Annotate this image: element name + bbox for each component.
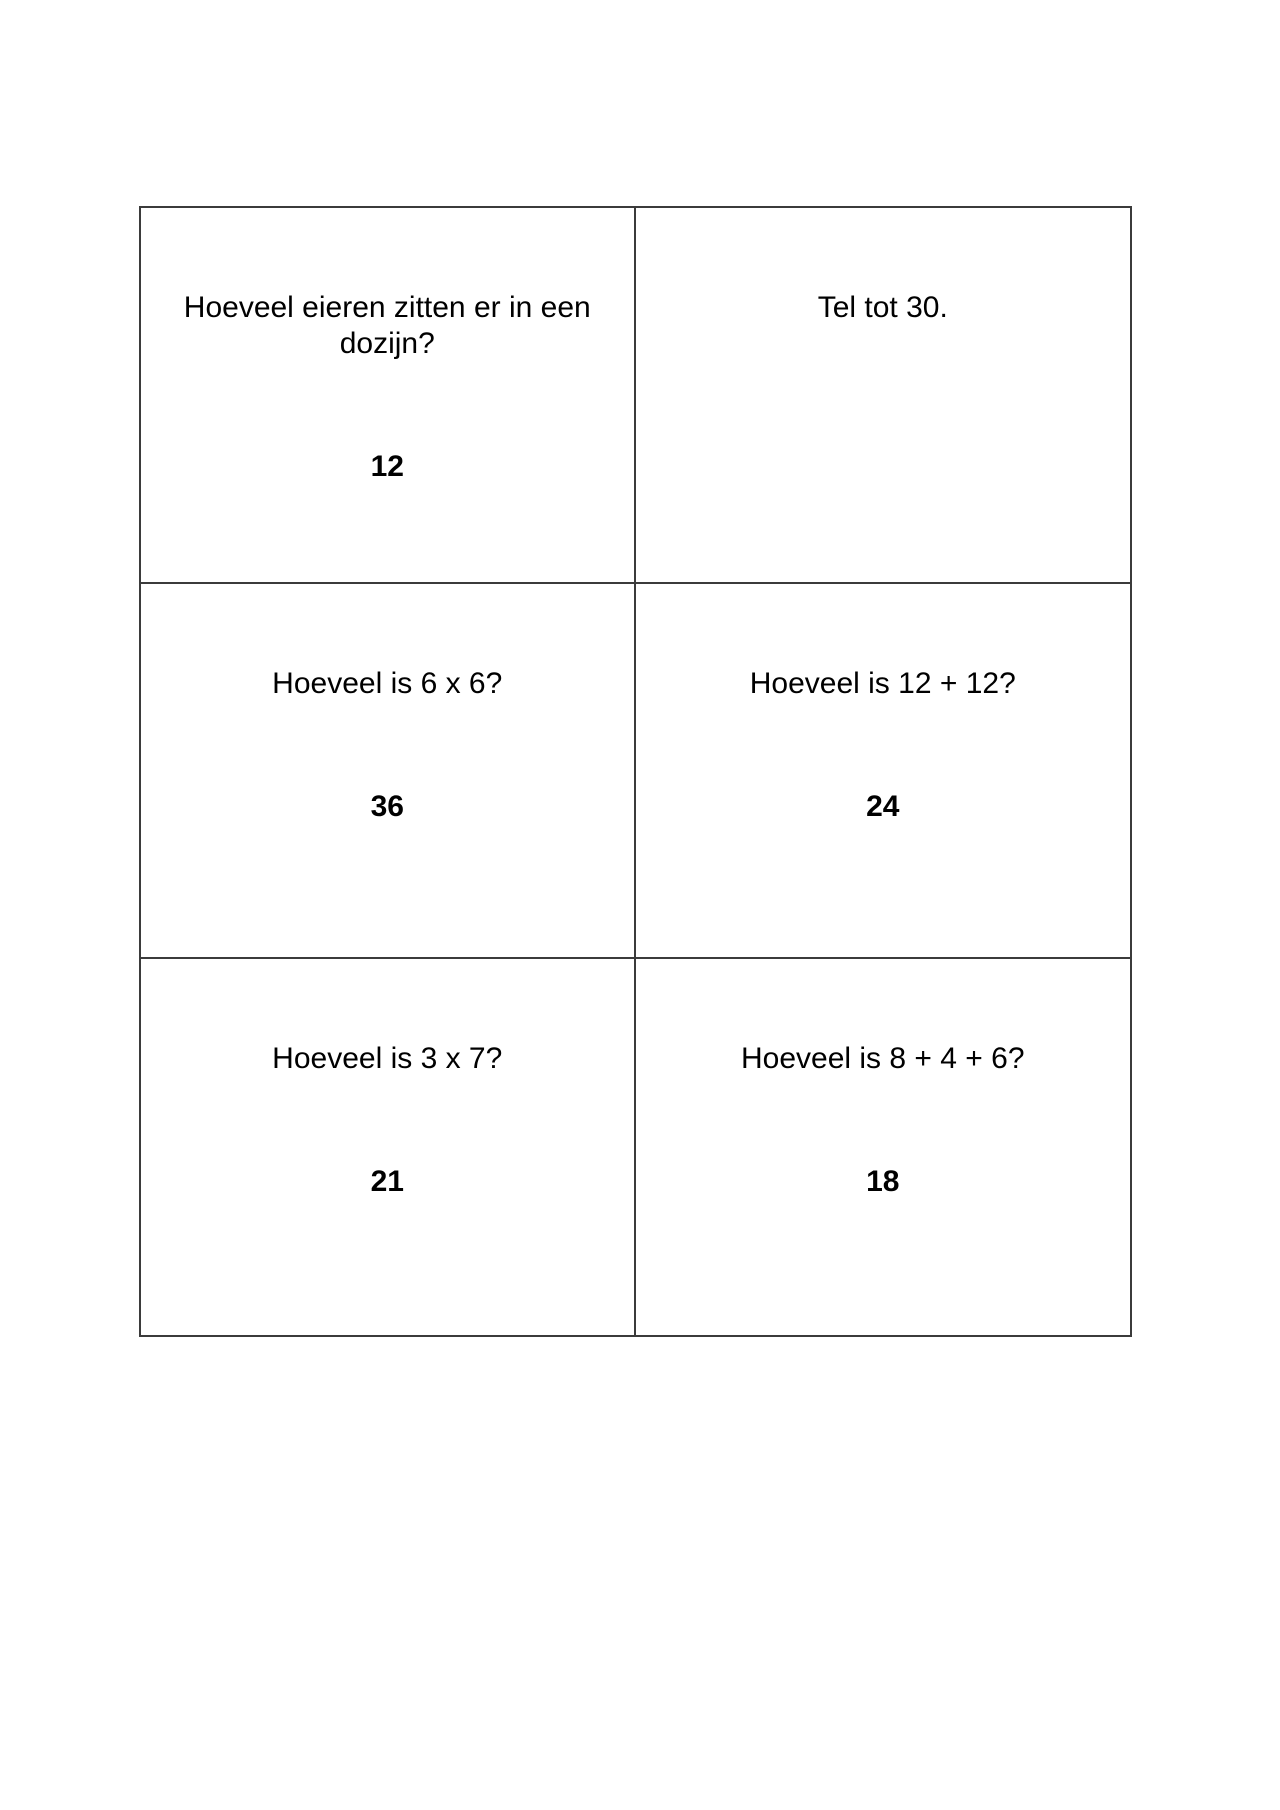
answer-text: 36 xyxy=(370,789,404,823)
flashcard-cell-6 xyxy=(636,959,1131,1335)
flashcard-cell-2 xyxy=(636,208,1131,584)
question-text: Hoeveel is 3 x 7? xyxy=(272,1042,503,1076)
flashcard-cell-4 xyxy=(636,584,1131,960)
flashcard-table xyxy=(139,206,1132,1337)
question-text: Hoeveel is 8 + 4 + 6? xyxy=(740,1042,1025,1076)
answer-text: 18 xyxy=(866,1165,900,1199)
answer-text: 21 xyxy=(370,1165,404,1199)
question-text: Hoeveel is 6 x 6? xyxy=(272,666,503,700)
question-text: Hoeveel eieren zitten er in een dozijn? xyxy=(183,291,591,360)
flashcard-cell-3 xyxy=(141,584,636,960)
answer-text: 24 xyxy=(866,789,900,823)
answer-text: 12 xyxy=(370,450,404,483)
question-text: Tel tot 30. xyxy=(817,291,948,324)
flashcard-cell-1 xyxy=(141,208,636,584)
flashcard-cell-5 xyxy=(141,959,636,1335)
question-text: Hoeveel is 12 + 12? xyxy=(749,666,1016,700)
